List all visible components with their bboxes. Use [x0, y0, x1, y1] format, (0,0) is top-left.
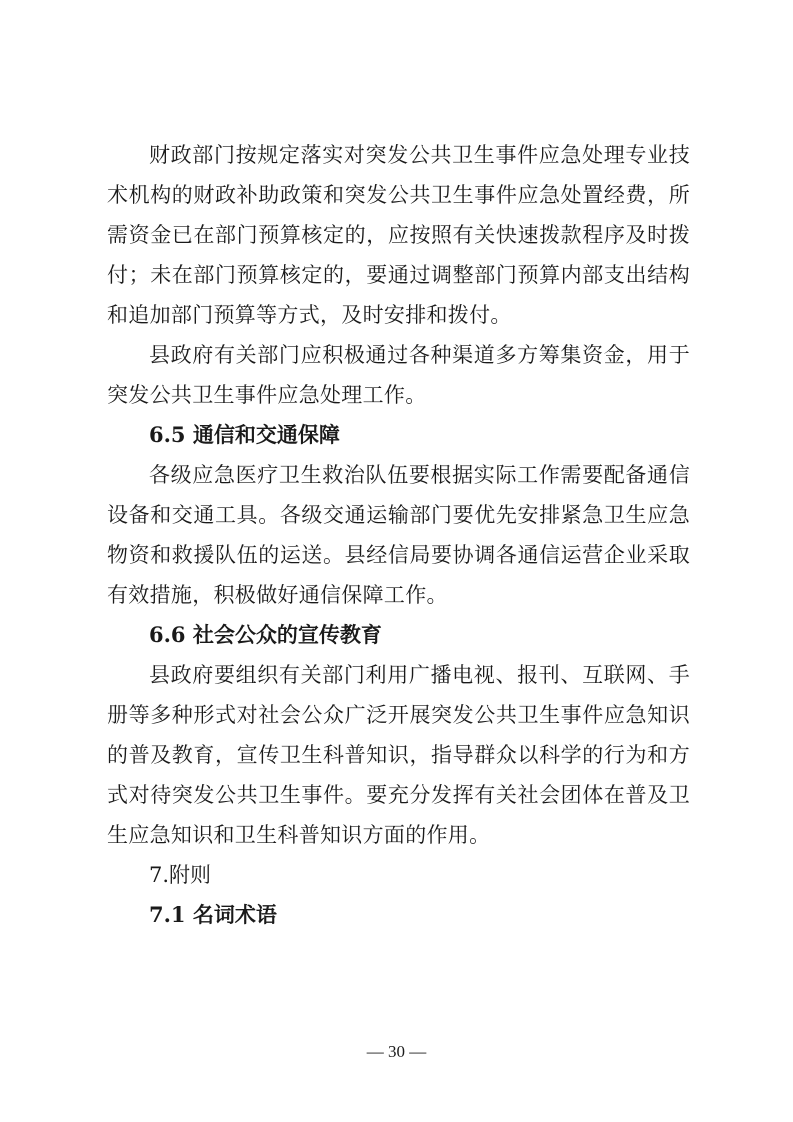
paragraph-finance-funding: 财政部门按规定落实对突发公共卫生事件应急处理专业技术机构的财政补助政策和突发公共卫生事件应急处置经费，所需资金已在部门预算核定的，应按照有关快速拨款程序及时拨付；未在部门预算核定的，要通过调整部门预算内部支出结构和追加部门预算等方式，及时安排和拨付。 — [107, 143, 690, 327]
section-heading-6-6: 6.6 社会公众的宣传教育 — [149, 622, 382, 647]
section-heading-6-5: 6.5 通信和交通保障 — [149, 422, 340, 447]
section-heading-7: 7.附则 — [149, 863, 212, 887]
document-body — [107, 135, 690, 935]
section-heading-7-1: 7.1 名词术语 — [149, 902, 277, 927]
page-number: — 30 — — [366, 1042, 427, 1061]
paragraph-fundraising: 县政府有关部门应积极通过各种渠道多方筹集资金，用于突发公共卫生事件应急处理工作。 — [107, 343, 690, 407]
paragraph-public-education: 县政府要组织有关部门利用广播电视、报刊、互联网、手册等多种形式对社会公众广泛开展突发公共卫生事件应急知识的普及教育，宣传卫生科普知识，指导群众以科学的行为和方式对待突发公共卫生事件。要充分发挥有关社会团体在普及卫生应急知识和卫生科普知识方面的作用。 — [107, 663, 690, 847]
paragraph-communication-transport: 各级应急医疗卫生救治队伍要根据实际工作需要配备通信设备和交通工具。各级交通运输部门要优先安排紧急卫生应急物资和救援队伍的运送。县经信局要协调各通信运营企业采取有效措施，积极做好通信保障工作。 — [107, 463, 690, 607]
